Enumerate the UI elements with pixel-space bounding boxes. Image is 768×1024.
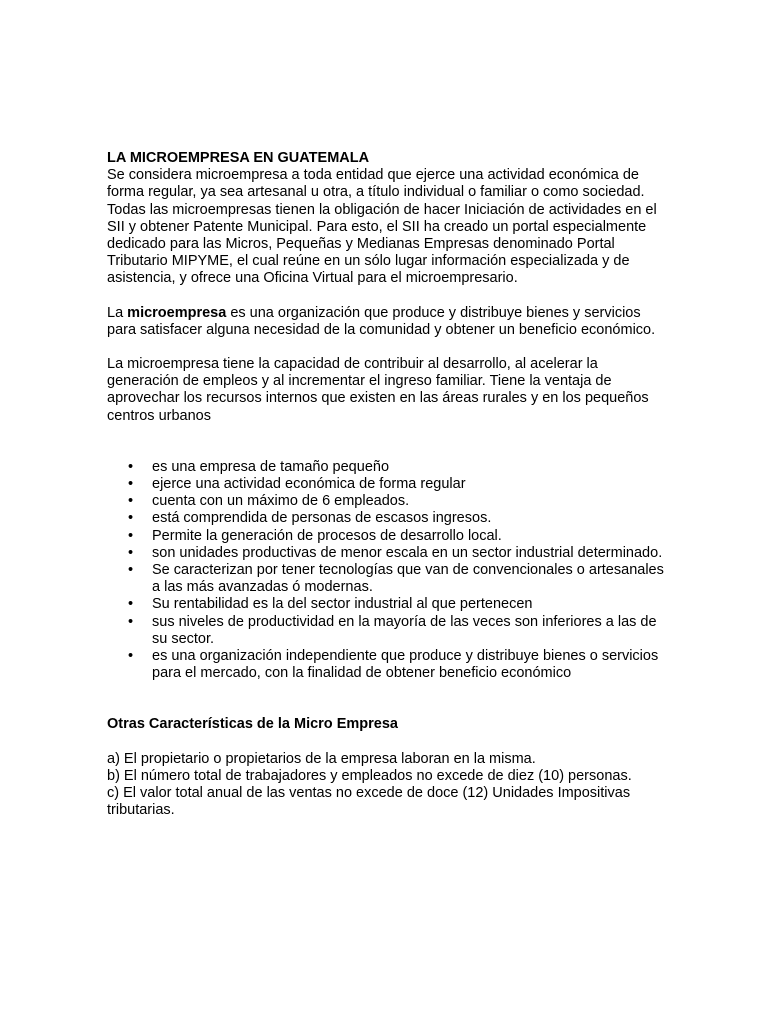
list-item	[107, 562, 667, 596]
capacity-paragraph: La microempresa tiene la capacidad de contribuir al desarrollo, al acelerar la generación de empleos y al incrementar el ingreso familiar. Tiene la ventaja de aprovechar los recursos internos que existen en las áreas rurales y en los pequeños centros urbanos	[107, 356, 649, 424]
bullet-icon: •	[128, 648, 134, 665]
list-item	[107, 545, 667, 562]
list-item	[107, 614, 667, 648]
characteristic-item: c) El valor total anual de las ventas no excede de doce (12) Unidades Impositivas tributarias.	[107, 785, 631, 819]
list-item-text: Su rentabilidad es la del sector industrial al que pertenecen	[152, 596, 533, 613]
list-item	[107, 528, 667, 545]
list-item-text: Permite la generación de procesos de desarrollo local.	[152, 527, 502, 544]
list-item-text: son unidades productivas de menor escala en un sector industrial determinado.	[152, 544, 663, 561]
characteristic-item: b) El número total de trabajadores y empleados no excede de diez (10) personas.	[107, 767, 632, 784]
list-item	[107, 510, 667, 527]
document-title: LA MICROEMPRESA EN GUATEMALA	[107, 150, 370, 166]
bullet-icon: •	[128, 493, 134, 510]
definition-rest: es una organización que produce y distribuye bienes y servicios para satisfacer alguna necesidad de la comunidad y obtener un beneficio económico.	[107, 304, 656, 338]
section-subtitle: Otras Características de la Micro Empresa	[107, 716, 398, 733]
definition-prefix: La	[107, 304, 128, 321]
list-item-text: está comprendida de personas de escasos ingresos.	[152, 510, 492, 527]
characteristic-item: a) El propietario o propietarios de la empresa laboran en la misma.	[107, 750, 536, 767]
bullet-icon: •	[128, 527, 134, 544]
bullet-icon: •	[128, 476, 134, 493]
list-item-text: ejerce una actividad económica de forma regular	[152, 476, 466, 493]
characteristics-list	[107, 459, 667, 683]
list-item	[107, 493, 667, 510]
list-item	[107, 476, 667, 493]
list-item-text: es una empresa de tamaño pequeño	[152, 458, 390, 475]
bullet-icon: •	[128, 510, 134, 527]
list-item-text: sus niveles de productividad en la mayoría de las veces son inferiores a las de su sector.	[152, 613, 657, 647]
list-item	[107, 596, 667, 613]
other-characteristics	[107, 751, 667, 820]
list-item-text: cuenta con un máximo de 6 empleados.	[152, 493, 410, 510]
bullet-icon: •	[128, 458, 134, 475]
bullet-icon: •	[128, 613, 134, 630]
bullet-icon: •	[128, 562, 134, 579]
list-item	[107, 648, 667, 682]
bullet-icon: •	[128, 596, 134, 613]
definition-paragraph	[107, 305, 667, 339]
list-item-text: Se caracterizan por tener tecnologías que van de convencionales o artesanales a las más avanzadas ó modernas.	[152, 562, 664, 596]
document-page	[107, 150, 667, 820]
list-item	[107, 459, 667, 476]
list-item-text: es una organización independiente que produce y distribuye bienes o servicios para el mercado, con la finalidad de obtener beneficio económico	[152, 648, 659, 682]
definition-bold-term: microempresa	[127, 304, 227, 321]
bullet-icon: •	[128, 544, 134, 561]
intro-paragraph: Se considera microempresa a toda entidad que ejerce una actividad económica de forma regular, ya sea artesanal u otra, a título individual o familiar o como sociedad. Todas las microempresas tienen la obligación de hacer Iniciación de actividades en el SII y obtener Patente Municipal. Para esto, el SII ha creado un portal especialmente dedicado para las Micros, Pequeñas y Medianas Empresas denominado Portal Tributario MIPYME, el cual reúne en un sólo lugar información especializada y de asistencia, y ofrece una Oficina Virtual para el microempresario.	[107, 167, 657, 287]
